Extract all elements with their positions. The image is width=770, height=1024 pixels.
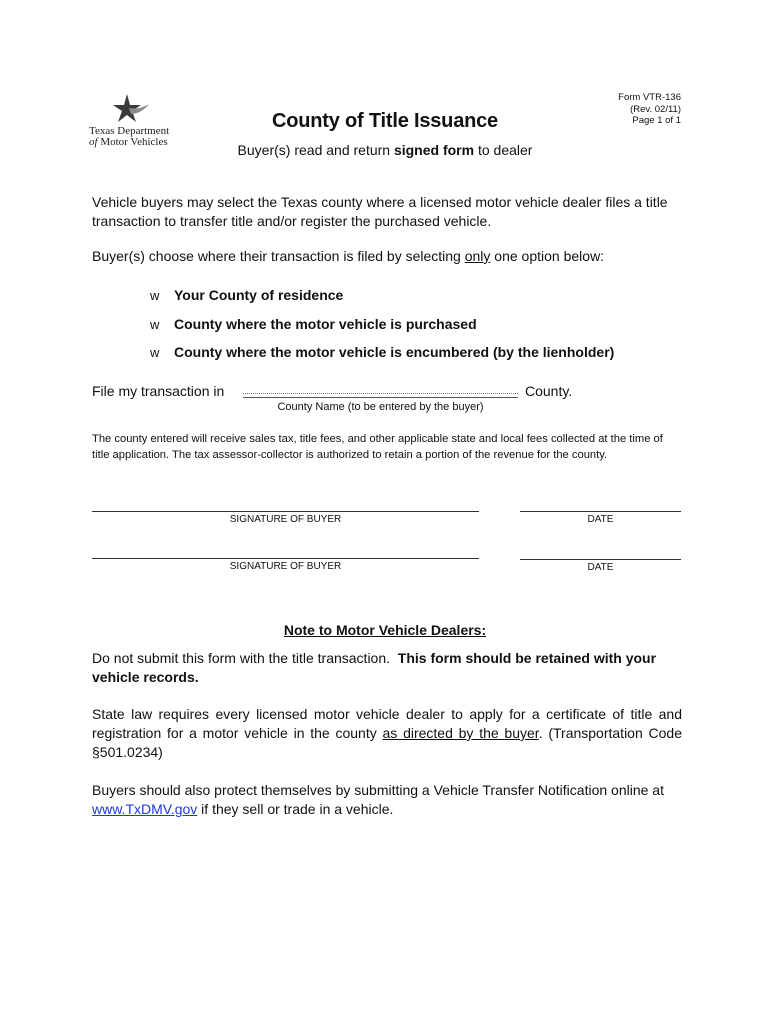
signature-label: SIGNATURE OF BUYER <box>229 561 342 572</box>
option-bullet: w <box>150 317 160 332</box>
date-field-1[interactable] <box>520 511 681 512</box>
subtitle: Buyer(s) read and return signed form to dealer <box>237 142 533 158</box>
signature-label: SIGNATURE OF BUYER <box>229 514 342 525</box>
page-number: Page 1 of 1 <box>632 115 681 126</box>
signature-field-1[interactable] <box>92 511 479 512</box>
dealer-note-retain: Do not submit this form with the title transaction. This form should be retained with your vehicle records. <box>92 650 657 685</box>
agency-line-1: Texas Department <box>89 125 170 137</box>
intro-paragraph: Vehicle buyers may select the Texas county where a licensed motor vehicle dealer files a title transaction to transfer title and/or register the purchased vehicle. <box>92 194 668 229</box>
txdmv-link[interactable]: www.TxDMV.gov <box>92 801 198 817</box>
option-encumbered[interactable]: w County where the motor vehicle is encumbered (by the lienholder) <box>150 344 615 360</box>
county-name-underline <box>243 397 518 398</box>
choose-instruction: Buyer(s) choose where their transaction is filed by selecting only one option below: <box>92 248 605 264</box>
agency-line-2: of Motor Vehicles <box>89 136 168 148</box>
date-field-2[interactable] <box>520 559 681 560</box>
dealer-note-heading: Note to Motor Vehicle Dealers: <box>283 622 487 638</box>
form-number: Form VTR-136 <box>618 92 681 103</box>
fees-paragraph: The county entered will receive sales tax, title fees, and other applicable state and local fees collected at the time of title application. The tax assessor-collector is authorized to retain a portion of the revenue for the county. <box>92 433 663 461</box>
option-purchased[interactable]: w County where the motor vehicle is purchased <box>150 316 477 332</box>
county-suffix: County. <box>525 383 573 399</box>
dealer-note-state-law: State law requires every licensed motor vehicle dealer to apply for a certificate of title and registration for a motor vehicle in the county as directed by the buyer. (Transportation Code §501.0234) <box>92 706 682 760</box>
county-field-caption: County Name (to be entered by the buyer) <box>277 401 484 413</box>
option-bullet: w <box>150 345 160 360</box>
option-bullet: w <box>150 288 160 303</box>
page-title: County of Title Issuance <box>272 110 498 132</box>
option-residence[interactable]: w Your County of residence <box>150 287 344 303</box>
date-label: DATE <box>587 514 614 525</box>
date-label: DATE <box>587 562 614 573</box>
file-transaction-label: File my transaction in <box>92 383 225 399</box>
form-revision: (Rev. 02/11) <box>630 103 681 115</box>
dealer-note-vtn: Buyers should also protect themselves by submitting a Vehicle Transfer Notification online at www.TxDMV.gov if they sell or trade in a vehicle. <box>92 782 664 817</box>
signature-field-2[interactable] <box>92 558 479 559</box>
